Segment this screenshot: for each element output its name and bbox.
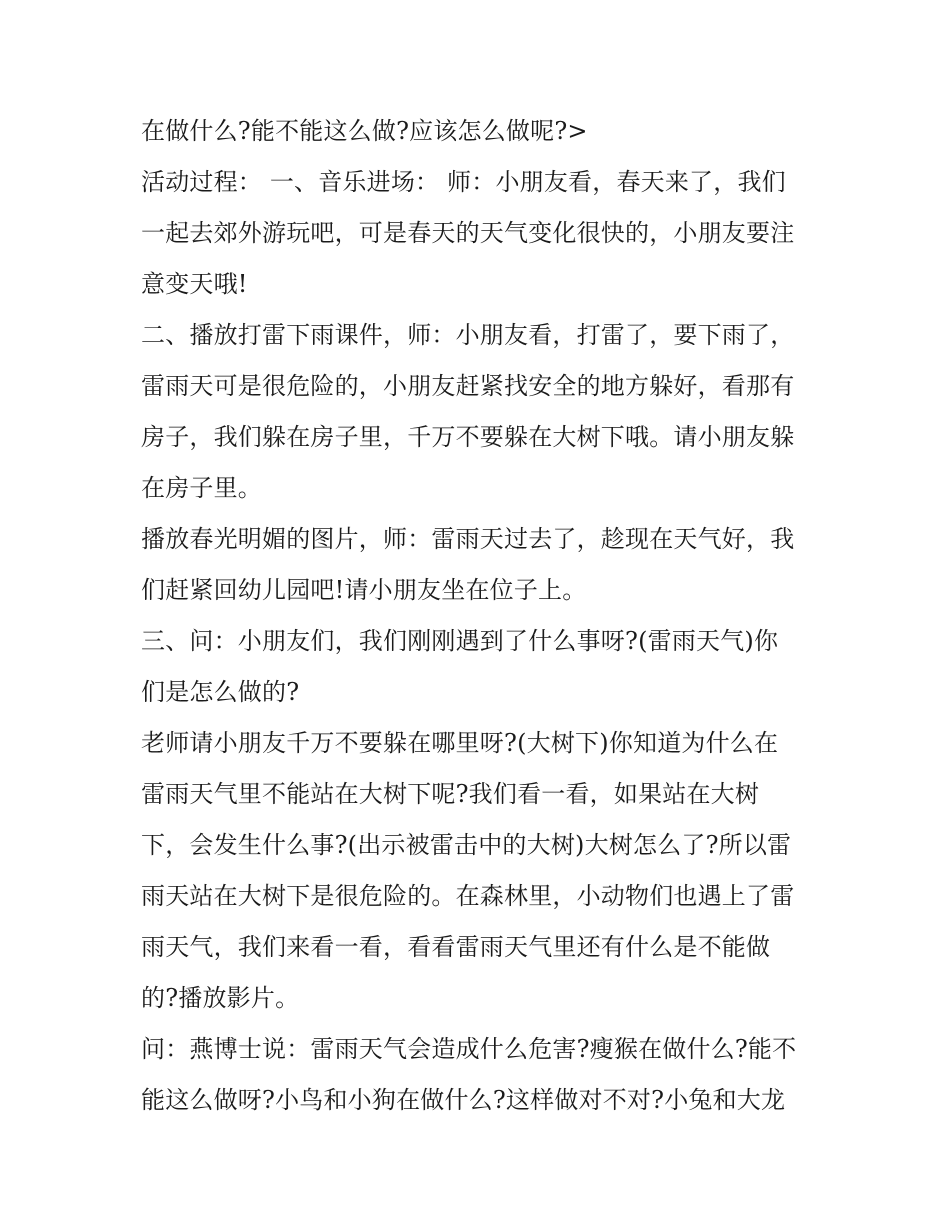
text-line: 雨天气，我们来看一看，看看雷雨天气里还有什么是不能做	[141, 933, 771, 961]
text-line: 意变天哦!	[141, 270, 248, 298]
text-line: 雨天站在大树下是很危险的。在森林里，小动物们也遇上了雷	[141, 882, 795, 910]
text-line: 在房子里。	[141, 474, 262, 502]
text-line: 问：燕博士说：雷雨天气会造成什么危害?瘦猴在做什么?能不	[141, 1035, 797, 1063]
text-line: 下，会发生什么事?(出示被雷击中的大树)大树怎么了?所以雷	[141, 831, 792, 859]
text-line: 在做什么?能不能这么做?应该怎么做呢?>	[141, 117, 588, 145]
text-line: 老师请小朋友千万不要躲在哪里呀?(大树下)你知道为什么在	[141, 729, 779, 757]
text-line: 播放春光明媚的图片，师：雷雨天过去了，趁现在天气好，我	[141, 525, 795, 553]
text-line: 能这么做呀?小鸟和小狗在做什么?这样做对不对?小兔和大龙	[141, 1086, 786, 1114]
text-line: 的?播放影片。	[141, 984, 300, 1012]
text-line: 们是怎么做的?	[141, 678, 300, 706]
text-line: 二、播放打雷下雨课件，师：小朋友看，打雷了，要下雨了，	[141, 321, 795, 349]
text-line: 们赶紧回幼儿园吧!请小朋友坐在位子上。	[141, 576, 587, 604]
text-line: 三、问：小朋友们，我们刚刚遇到了什么事呀?(雷雨天气)你	[141, 627, 779, 655]
text-line: 活动过程： 一、音乐进场： 师：小朋友看，春天来了，我们	[141, 168, 786, 196]
document-body	[141, 106, 821, 1126]
text-line: 雷雨天可是很危险的，小朋友赶紧找安全的地方躲好，看那有	[141, 372, 795, 400]
text-line: 一起去郊外游玩吧，可是春天的天气变化很快的，小朋友要注	[141, 219, 795, 247]
text-line: 雷雨天气里不能站在大树下呢?我们看一看，如果站在大树	[141, 780, 760, 808]
text-line: 房子，我们躲在房子里，千万不要躲在大树下哦。请小朋友躲	[141, 423, 795, 451]
